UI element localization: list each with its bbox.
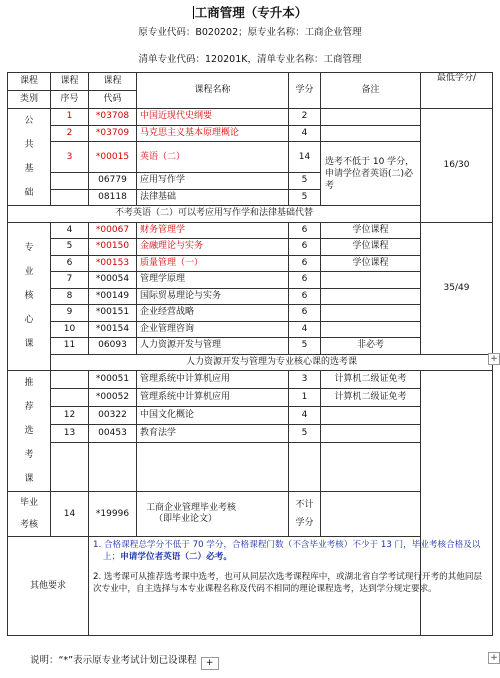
requirement-2: 2. 选考课可从推荐选考课中选考，也可从同层次选考课程库中，或湖北省自学考试现行开考的其他同层次专业中，自主选择与本专业课程名称及代码不相同的理论课程选考，达到学分规定要求。 (93, 572, 483, 594)
seq-cell: 9 (51, 305, 89, 322)
course-name (137, 492, 289, 537)
group-text: 毕业 (19, 498, 38, 508)
code-cell: 06779 (89, 173, 137, 190)
credit-cell: 5 (289, 424, 321, 442)
table-row (8, 537, 493, 636)
add-icon[interactable]: + (201, 657, 219, 670)
table-row (8, 321, 493, 338)
group-grad (8, 492, 51, 537)
table-row (8, 424, 493, 442)
text-cursor (193, 6, 194, 19)
course-name: 企业经营战略 (137, 305, 289, 322)
table-row (8, 305, 493, 322)
code-cell: *00150 (89, 239, 137, 256)
seq-cell: 7 (51, 272, 89, 289)
req1-prefix: 1. (93, 540, 102, 550)
seq-cell: 12 (51, 406, 89, 424)
header-name: 课程名称 (137, 73, 289, 109)
remark-cell (321, 424, 421, 442)
remark-cell: 计算机二级证免考 (321, 371, 421, 389)
credit-cell: 5 (289, 189, 321, 206)
group-char: 课 (24, 339, 34, 350)
footer-note (30, 652, 219, 670)
course-name: 金融理论与实务 (137, 239, 289, 256)
code-cell: *00054 (89, 272, 137, 289)
group-char: 业 (24, 267, 34, 278)
seq-cell: 11 (51, 338, 89, 355)
course-name: 管理系统中计算机应用 (137, 371, 289, 389)
course-name: 管理系统中计算机应用 (137, 388, 289, 406)
course-name-line: （即毕业论文） (154, 514, 218, 524)
seq-cell (51, 442, 89, 491)
seq-cell (51, 371, 89, 389)
seq-cell: 10 (51, 321, 89, 338)
code-cell (89, 442, 137, 491)
original-major-info: 原专业代码：B020202；原专业名称：工商企业管理 (138, 27, 362, 38)
group-public (8, 109, 51, 206)
code-cell: *00051 (89, 371, 137, 389)
credit-cell: 6 (289, 305, 321, 322)
table-row (8, 109, 493, 126)
table-row (8, 388, 493, 406)
table-row (8, 354, 493, 371)
core-min-credit: 35/49 (421, 222, 493, 354)
credit-cell: 3 (289, 371, 321, 389)
title-text: 工商管理（专升本） (194, 5, 308, 20)
header-credit: 学分 (289, 73, 321, 109)
public-remark: 选考不低于 10 学分，申请学位者英语(二)必考 (321, 142, 421, 206)
remark-cell: 非必考 (321, 338, 421, 355)
group-char: 共 (24, 140, 34, 150)
curriculum-table (7, 72, 493, 636)
seq-cell: 2 (51, 125, 89, 142)
course-name-line: 工商企业管理毕业考核 (146, 503, 237, 513)
table-row (8, 125, 493, 142)
credit-cell: 4 (289, 125, 321, 142)
header-category-top: 课程 (8, 73, 51, 91)
group-text: 考核 (19, 520, 38, 530)
remark-cell (321, 492, 421, 537)
credit-cell: 6 (289, 222, 321, 239)
table-row (8, 406, 493, 424)
add-row-icon[interactable]: + (488, 353, 500, 365)
group-char: 专 (24, 243, 34, 254)
credit-text: 学分 (295, 518, 314, 528)
requirement-1 (93, 539, 488, 563)
table-header-row (8, 73, 493, 91)
credit-cell: 5 (289, 338, 321, 355)
remark-cell (321, 125, 421, 142)
remark-cell (321, 406, 421, 424)
table-row (8, 255, 493, 272)
course-name (137, 442, 289, 491)
remark-cell (321, 305, 421, 322)
header-min-credit (421, 73, 493, 109)
credit-cell: 6 (289, 272, 321, 289)
code-cell: *00149 (89, 288, 137, 305)
core-note: 人力资源开发与管理为专业核心课的选考课 (51, 354, 493, 371)
table-row (8, 371, 493, 389)
group-char: 课 (24, 474, 34, 484)
remark-cell (321, 109, 421, 126)
course-name: 管理学原理 (137, 272, 289, 289)
code-cell: *19996 (89, 492, 137, 537)
code-cell: *00153 (89, 255, 137, 272)
list-major-info: 清单专业代码：120201K，清单专业名称：工商管理 (138, 54, 362, 65)
req1-emphasis: 申请学位者英语（二）必考。 (120, 552, 232, 562)
footer-text: 说明：“*”表示原专业考试计划已设课程 (30, 655, 197, 666)
credit-cell: 1 (289, 388, 321, 406)
group-char: 荐 (24, 402, 34, 412)
table-row (8, 239, 493, 256)
seq-cell: 13 (51, 424, 89, 442)
course-name: 质量管理（一） (137, 255, 289, 272)
remark-cell (321, 442, 421, 491)
credit-text: 不计 (295, 500, 314, 510)
table-row (8, 206, 493, 223)
table-row (8, 288, 493, 305)
code-cell: 00322 (89, 406, 137, 424)
credit-cell: 5 (289, 173, 321, 190)
group-core (8, 222, 51, 371)
header-code-top: 课程 (89, 73, 137, 91)
credit-cell (289, 492, 321, 537)
seq-cell (51, 189, 89, 206)
course-name: 教育法学 (137, 424, 289, 442)
group-char: 心 (24, 315, 34, 326)
course-name: 人力资源开发与管理 (137, 338, 289, 355)
public-min-credit: 16/30 (421, 109, 493, 223)
group-char: 考 (24, 450, 34, 460)
table-row (8, 222, 493, 239)
code-cell: *00052 (89, 388, 137, 406)
group-elective (8, 371, 51, 492)
code-cell: *00067 (89, 222, 137, 239)
course-name: 法律基础 (137, 189, 289, 206)
remark-cell (321, 272, 421, 289)
group-char: 础 (24, 188, 34, 198)
table-row (8, 442, 493, 491)
course-name: 中国近现代史纲要 (137, 109, 289, 126)
credit-cell: 6 (289, 255, 321, 272)
seq-cell: 8 (51, 288, 89, 305)
header-seq-top: 课程 (51, 73, 89, 91)
credit-cell: 6 (289, 239, 321, 256)
remark-cell: 学位课程 (321, 222, 421, 239)
group-char: 推 (24, 378, 34, 388)
header-min-credit-text: 最低学分/ (436, 73, 477, 83)
code-cell: *00154 (89, 321, 137, 338)
table-row (8, 142, 493, 173)
seq-cell: 5 (51, 239, 89, 256)
code-cell: 08118 (89, 189, 137, 206)
credit-cell (289, 442, 321, 491)
header-remark: 备注 (321, 73, 421, 109)
code-cell: *00015 (89, 142, 137, 173)
other-label: 其他要求 (8, 537, 89, 636)
course-name: 英语（二） (137, 142, 289, 173)
header-seq-bottom: 序号 (51, 91, 89, 109)
code-cell: *00151 (89, 305, 137, 322)
group-char: 基 (24, 164, 34, 174)
group-char: 核 (24, 291, 34, 302)
seq-cell: 4 (51, 222, 89, 239)
code-cell: *03709 (89, 125, 137, 142)
table-row (8, 492, 493, 537)
seq-cell (51, 173, 89, 190)
code-cell: 00453 (89, 424, 137, 442)
group-char: 公 (24, 116, 34, 126)
header-code-bottom: 代码 (89, 91, 137, 109)
credit-cell: 2 (289, 109, 321, 126)
remark-cell (321, 288, 421, 305)
seq-cell: 3 (51, 142, 89, 173)
table-row (8, 272, 493, 289)
req1-text: 合格课程总学分不低于 70 学分，合格课程门数（不含毕业考核）不少于 13 门，毕业考核合格及以上； (103, 540, 481, 562)
add-row-icon[interactable]: + (488, 652, 500, 664)
code-cell: *03708 (89, 109, 137, 126)
seq-cell: 1 (51, 109, 89, 126)
credit-cell: 4 (289, 406, 321, 424)
remark-cell: 学位课程 (321, 239, 421, 256)
other-requirements (89, 537, 493, 636)
public-note: 不考英语（二）可以考应用写作学和法律基础代替 (8, 206, 421, 223)
group-char: 选 (24, 426, 34, 436)
credit-cell: 6 (289, 288, 321, 305)
code-cell: 06093 (89, 338, 137, 355)
seq-cell (51, 388, 89, 406)
page-title (0, 3, 500, 21)
seq-cell: 14 (51, 492, 89, 537)
credit-cell: 4 (289, 321, 321, 338)
seq-cell: 6 (51, 255, 89, 272)
table-row (8, 338, 493, 355)
credit-cell: 14 (289, 142, 321, 173)
remark-cell: 学位课程 (321, 255, 421, 272)
course-name: 企业管理咨询 (137, 321, 289, 338)
course-name: 马克思主义基本原理概论 (137, 125, 289, 142)
course-name: 国际贸易理论与实务 (137, 288, 289, 305)
remark-cell: 计算机二级证免考 (321, 388, 421, 406)
course-name: 财务管理学 (137, 222, 289, 239)
course-name: 应用写作学 (137, 173, 289, 190)
remark-cell (321, 321, 421, 338)
course-name: 中国文化概论 (137, 406, 289, 424)
header-category-bottom: 类别 (8, 91, 51, 109)
